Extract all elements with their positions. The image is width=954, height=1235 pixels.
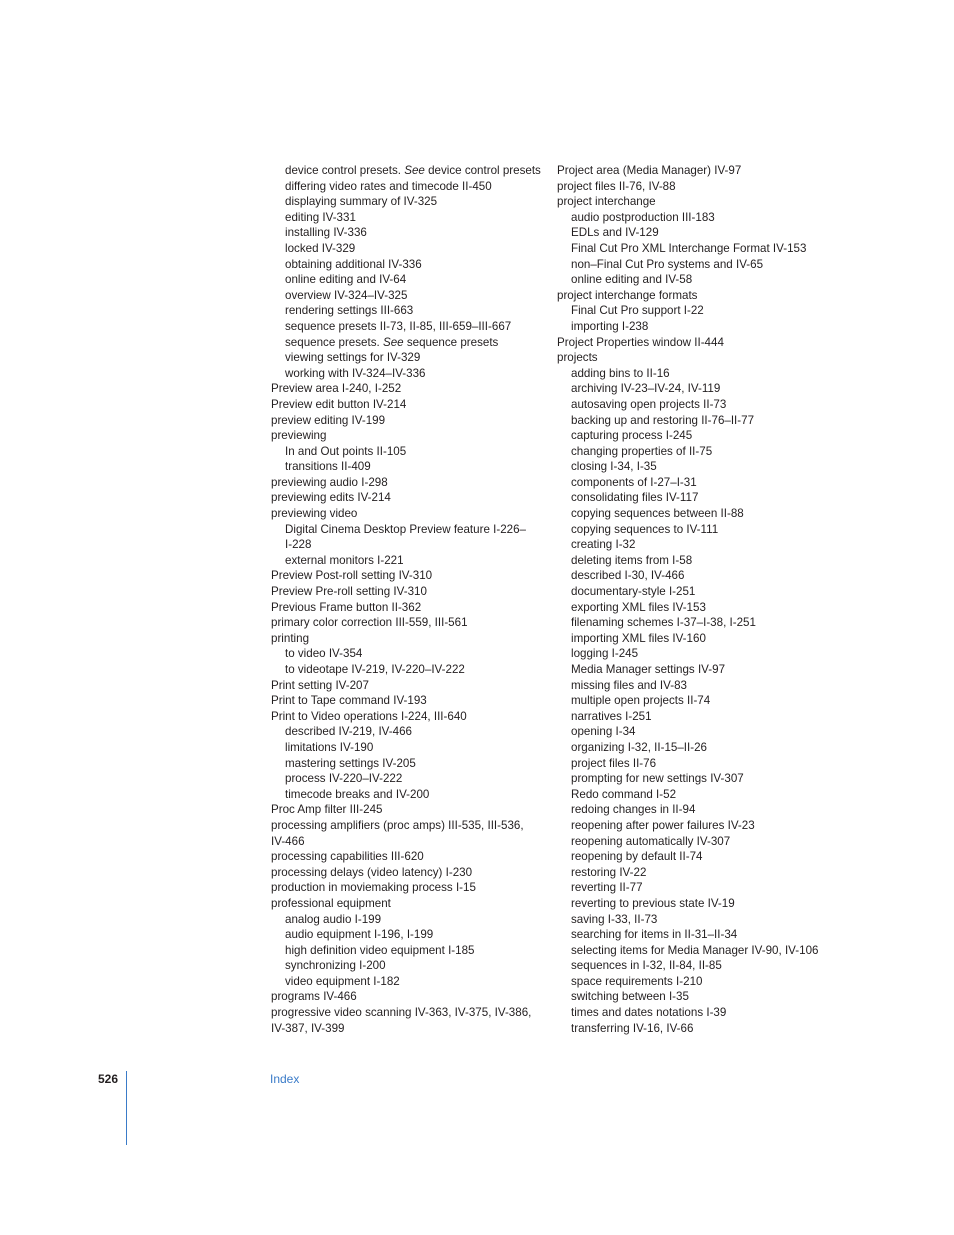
index-subentry: reopening after power failures IV-23 xyxy=(571,818,755,832)
index-subentry: reverting II-77 xyxy=(571,881,643,895)
index-subentry: reverting to previous state IV-19 xyxy=(571,896,735,910)
index-entry: processing delays (video latency) I-230 xyxy=(271,865,473,879)
index-subentry: restoring IV-22 xyxy=(571,865,647,879)
index-subentry: limitations IV-190 xyxy=(285,740,374,754)
see-reference: See xyxy=(404,164,425,177)
index-subentry: switching between I-35 xyxy=(571,990,689,1004)
index-entry: Proc Amp filter III-245 xyxy=(271,803,383,817)
index-subentry: filenaming schemes I-37–I-38, I-251 xyxy=(571,616,756,630)
index-entry: Preview Pre-roll setting IV-310 xyxy=(271,585,427,599)
index-subentry: saving I-33, II-73 xyxy=(571,912,658,926)
index-subentry: multiple open projects II-74 xyxy=(571,694,711,708)
index-subentry: transitions II-409 xyxy=(285,460,371,474)
index-subentry: rendering settings III-663 xyxy=(285,304,414,318)
index-subentry: exporting XML files IV-153 xyxy=(571,600,706,614)
index-subentry: online editing and IV-58 xyxy=(571,273,693,287)
index-subentry: Final Cut Pro support I-22 xyxy=(571,304,704,318)
entry-text: device control presets. xyxy=(285,164,405,177)
index-entry: previewing xyxy=(271,429,327,443)
index-subentry: documentary-style I-251 xyxy=(571,585,696,599)
index-entry: preview editing IV-199 xyxy=(271,413,386,427)
index-subentry: Digital Cinema Desktop Preview feature I-226– xyxy=(285,522,527,536)
index-entry: professional equipment xyxy=(271,896,391,910)
index-subentry: consolidating files IV-117 xyxy=(571,491,699,505)
index-subentry: non–Final Cut Pro systems and IV-65 xyxy=(571,257,764,271)
index-subentry: changing properties of II-75 xyxy=(571,444,713,458)
see-reference: See xyxy=(382,335,404,349)
index-subentry: synchronizing I-200 xyxy=(285,959,386,973)
index-subentry: missing files and IV-83 xyxy=(571,678,687,692)
index-entry: project interchange formats xyxy=(557,288,698,302)
index-entry: Project area (Media Manager) IV-97 xyxy=(557,164,742,177)
page-number: 526 xyxy=(98,1072,119,1086)
index-subentry: closing I-34, I-35 xyxy=(571,460,657,474)
entry-text: sequence presets xyxy=(403,335,499,349)
index-entry: Print setting IV-207 xyxy=(271,678,369,692)
index-subentry: transferring IV-16, IV-66 xyxy=(571,1021,694,1035)
index-subentry xyxy=(271,335,543,351)
index-subentry: opening I-34 xyxy=(571,725,636,739)
index-subentry: described I-30, IV-466 xyxy=(571,569,685,583)
index-column-left xyxy=(271,163,543,1036)
index-subentry: displaying summary of IV-325 xyxy=(285,195,438,209)
index-entry: programs IV-466 xyxy=(271,990,357,1004)
index-entry: primary color correction III-559, III-561 xyxy=(271,616,468,630)
index-subentry: overview IV-324–IV-325 xyxy=(285,288,408,302)
index-entry: Project Properties window II-444 xyxy=(557,335,724,349)
index-subentry: reopening by default II-74 xyxy=(571,850,703,864)
index-subentry: creating I-32 xyxy=(571,538,636,552)
index-subentry: editing IV-331 xyxy=(285,210,356,224)
index-subentry: online editing and IV-64 xyxy=(285,273,407,287)
index-subentry: differing video rates and timecode II-450 xyxy=(285,179,492,193)
index-subentry: high definition video equipment I-185 xyxy=(285,943,475,957)
index-subentry: to video IV-354 xyxy=(285,647,363,661)
index-entry: Previous Frame button II-362 xyxy=(271,600,422,614)
index-subentry: EDLs and IV-129 xyxy=(571,226,659,240)
index-subentry: logging I-245 xyxy=(571,647,639,661)
index-entry: project interchange xyxy=(557,195,656,209)
index-subentry: searching for items in II-31–II-34 xyxy=(571,928,738,942)
index-subentry: prompting for new settings IV-307 xyxy=(571,772,744,786)
index-entry: previewing edits IV-214 xyxy=(271,491,391,505)
index-entry: production in moviemaking process I-15 xyxy=(271,881,476,895)
index-subentry: importing I-238 xyxy=(571,319,649,333)
index-entry: project files II-76, IV-88 xyxy=(557,179,676,193)
index-subentry: viewing settings for IV-329 xyxy=(285,351,421,365)
index-subentry: project files II-76 xyxy=(571,756,657,770)
index-subentry: obtaining additional IV-336 xyxy=(285,257,422,271)
index-subentry: locked IV-329 xyxy=(285,241,356,255)
index-subentry: I-228 xyxy=(285,538,312,552)
index-subentry: reopening automatically IV-307 xyxy=(571,834,731,848)
index-entry: progressive video scanning IV-363, IV-375, IV-386, xyxy=(271,1006,532,1020)
index-entry: previewing video xyxy=(271,507,358,521)
index-subentry: Final Cut Pro XML Interchange Format IV-153 xyxy=(571,241,807,255)
index-subentry: Redo command I-52 xyxy=(571,787,677,801)
index-subentry: Media Manager settings IV-97 xyxy=(571,663,726,676)
index-subentry: organizing I-32, II-15–II-26 xyxy=(571,740,707,754)
index-subentry: components of I-27–I-31 xyxy=(571,475,697,489)
footer-divider xyxy=(126,1071,127,1145)
index-subentry: process IV-220–IV-222 xyxy=(285,772,403,786)
index-subentry: narratives I-251 xyxy=(571,709,652,723)
index-entry: IV-387, IV-399 xyxy=(271,1021,345,1035)
index-subentry: sequence presets II-73, II-85, III-659–III-667 xyxy=(285,319,512,333)
index-subentry: installing IV-336 xyxy=(285,226,367,240)
index-subentry: selecting items for Media Manager IV-90, IV-106 xyxy=(571,943,819,957)
index-entry: Print to Tape command IV-193 xyxy=(271,694,427,708)
index-subentry: working with IV-324–IV-336 xyxy=(285,366,426,380)
index-entry: Print to Video operations I-224, III-640 xyxy=(271,709,467,723)
index-subentry: copying sequences to IV-111 xyxy=(571,522,719,536)
index-subentry: analog audio I-199 xyxy=(285,912,382,926)
entry-text: sequence presets. xyxy=(285,335,383,349)
index-subentry: backing up and restoring II-76–II-77 xyxy=(571,413,755,427)
index-subentry: copying sequences between II-88 xyxy=(571,507,744,521)
index-subentry: redoing changes in II-94 xyxy=(571,803,696,817)
index-subentry: video equipment I-182 xyxy=(285,974,400,988)
index-entry: printing xyxy=(271,631,310,645)
index-subentry: described IV-219, IV-466 xyxy=(285,725,412,739)
index-entry: projects xyxy=(557,351,598,365)
index-entry: Preview edit button IV-214 xyxy=(271,397,407,411)
index-subentry xyxy=(271,163,543,179)
index-entry: Preview area I-240, I-252 xyxy=(271,382,402,396)
entry-text: device control presets xyxy=(424,164,541,177)
index-subentry: In and Out points II-105 xyxy=(285,444,407,458)
index-entry: IV-466 xyxy=(271,834,305,848)
index-subentry: external monitors I-221 xyxy=(285,553,404,567)
index-entry: Preview Post-roll setting IV-310 xyxy=(271,569,433,583)
index-entry: processing amplifiers (proc amps) III-535, III-536, xyxy=(271,818,524,832)
index-subentry: sequences in I-32, II-84, II-85 xyxy=(571,959,722,973)
index-subentry: audio postproduction III-183 xyxy=(571,210,715,224)
index-subentry: archiving IV-23–IV-24, IV-119 xyxy=(571,382,721,396)
index-subentry: space requirements I-210 xyxy=(571,974,703,988)
index-entry: processing capabilities III-620 xyxy=(271,850,424,864)
index-subentry: mastering settings IV-205 xyxy=(285,756,416,770)
index-column-right xyxy=(557,163,847,1036)
index-subentry: audio equipment I-196, I-199 xyxy=(285,928,434,942)
index-subentry: importing XML files IV-160 xyxy=(571,631,706,645)
footer-section-name: Index xyxy=(270,1072,300,1086)
index-subentry: deleting items from I-58 xyxy=(571,553,693,567)
index-subentry: autosaving open projects II-73 xyxy=(571,397,727,411)
index-subentry: to videotape IV-219, IV-220–IV-222 xyxy=(285,663,465,676)
index-subentry: capturing process I-245 xyxy=(571,429,693,443)
index-subentry: adding bins to II-16 xyxy=(571,366,670,380)
index-entry: previewing audio I-298 xyxy=(271,475,388,489)
index-subentry: times and dates notations I-39 xyxy=(571,1006,727,1020)
index-subentry: timecode breaks and IV-200 xyxy=(285,787,430,801)
